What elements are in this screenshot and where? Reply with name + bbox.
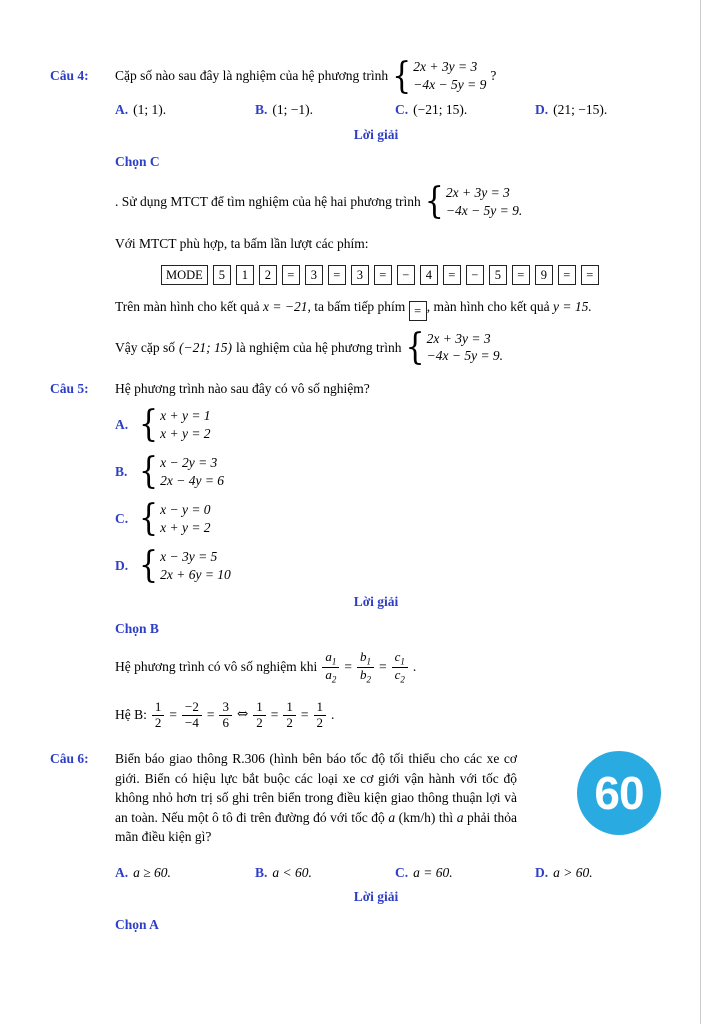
- calc-key: 9: [535, 265, 553, 285]
- math-result-x: x = −21,: [262, 299, 311, 315]
- frac-den: 2: [316, 714, 324, 730]
- equation-system: [392, 55, 487, 97]
- calc-key: =: [558, 265, 576, 285]
- question-4-text: [115, 54, 677, 98]
- equation-line: x + y = 2: [160, 425, 211, 441]
- calc-key: 2: [259, 265, 277, 285]
- question-6-body: [115, 749, 677, 943]
- solution-condition: [115, 647, 677, 687]
- option-letter: A.: [115, 417, 129, 433]
- question-6: [50, 749, 677, 943]
- calc-key: 4: [420, 265, 438, 285]
- calc-key: −: [397, 265, 415, 285]
- equals-sign: =: [378, 659, 387, 675]
- calc-key: MODE: [161, 265, 208, 285]
- question-4-prefix: Cặp số nào sau đây là nghiệm của hệ phương trình: [115, 68, 389, 84]
- math-result-y: y = 15.: [553, 299, 592, 315]
- speed-limit-value: 60: [594, 766, 644, 819]
- option-value: a ≥ 60.: [133, 864, 171, 880]
- equation-line: x − 3y = 5: [160, 549, 218, 565]
- equals-sign: =: [206, 707, 215, 723]
- equation-line: 2x + 6y = 10: [160, 566, 231, 582]
- fraction: [253, 700, 266, 731]
- brace-glyph: {: [139, 403, 159, 446]
- option-letter: A.: [115, 864, 129, 880]
- answer-choice: Chọn B: [115, 621, 159, 637]
- option-letter: C.: [395, 102, 409, 117]
- option-c: [395, 100, 535, 120]
- equation-line: x − y = 0: [160, 502, 211, 518]
- math-var-a: a: [456, 809, 464, 825]
- calc-key: =: [512, 265, 530, 285]
- brace-glyph: {: [139, 450, 159, 493]
- equation-system: [139, 497, 211, 540]
- equation-line: 2x + 3y = 3: [413, 59, 478, 75]
- option-value: (1; −1).: [272, 102, 313, 117]
- calc-key: =: [374, 265, 392, 285]
- calc-key: =: [409, 301, 427, 321]
- question-5-text: Hệ phương trình nào sau đây có vô số nghiệm?: [115, 381, 370, 397]
- brace-glyph: {: [139, 544, 159, 587]
- equation-line: x + y = 1: [160, 408, 211, 424]
- equation-system: [424, 180, 523, 223]
- question-6-text: [115, 749, 517, 847]
- option-c: [115, 498, 677, 540]
- equation-line: 2x + 3y = 3: [426, 330, 491, 346]
- equation-system: [139, 403, 211, 446]
- option-letter: C.: [395, 864, 409, 880]
- equation-line: 2x − 4y = 6: [160, 472, 225, 488]
- solution-text: . Sử dụng MTCT để tìm nghiệm của hệ hai phương trình: [115, 193, 421, 209]
- question-4: [50, 54, 677, 369]
- equals-sign: =: [300, 707, 309, 723]
- frac-den: 6: [222, 714, 229, 730]
- frac-den: 2: [286, 714, 293, 730]
- equation-line: x + y = 2: [160, 519, 211, 535]
- question-text: phải thỏa mãn điều kiện gì?: [115, 809, 517, 845]
- frac-den: 2: [256, 714, 263, 730]
- solution-line: [115, 234, 677, 254]
- equals-sign: =: [270, 707, 279, 723]
- question-5-label: Câu 5:: [50, 381, 89, 397]
- frac-num: 1: [152, 700, 165, 716]
- calc-key: =: [581, 265, 599, 285]
- frac-den: 2: [154, 714, 162, 730]
- solution-text: , màn hình cho kết quả: [426, 299, 550, 315]
- fraction: [182, 700, 202, 731]
- period: .: [331, 707, 335, 723]
- option-letter: B.: [255, 864, 268, 880]
- question-text: thì: [438, 809, 454, 825]
- calc-key: =: [328, 265, 346, 285]
- frac-num: 1: [283, 700, 296, 716]
- frac-den: −4: [185, 714, 199, 730]
- option-value: a < 60.: [272, 864, 312, 880]
- option-d: [535, 100, 607, 120]
- calculator-key-sequence: [161, 265, 677, 285]
- frac-num-sub: 1: [400, 656, 405, 667]
- calc-key: 3: [351, 265, 369, 285]
- option-b: [255, 863, 395, 883]
- fraction: [357, 650, 374, 685]
- solution-text: là nghiệm của hệ phương trình: [235, 339, 402, 355]
- question-6-label: Câu 6:: [50, 751, 89, 766]
- frac-den-sub: 2: [331, 674, 337, 685]
- option-letter: D.: [115, 558, 129, 574]
- question-5: [50, 379, 677, 735]
- option-letter: D.: [535, 102, 549, 117]
- speed-limit-sign: [577, 751, 661, 835]
- option-value: a = 60.: [413, 864, 453, 880]
- option-a: [115, 404, 677, 446]
- equation-line: −4x − 5y = 9.: [426, 348, 504, 364]
- solution-check: [115, 695, 677, 735]
- question-mark: ?: [490, 68, 497, 84]
- option-b: [115, 451, 677, 493]
- calc-key: =: [443, 265, 461, 285]
- solution-text: Trên màn hình cho kết quả: [115, 299, 260, 315]
- frac-den-sub: 2: [366, 674, 371, 685]
- option-a: [115, 100, 255, 120]
- solution-conclusion: [115, 325, 677, 369]
- solution-text: Hệ phương trình có vô số nghiệm khi: [115, 659, 318, 675]
- solution-text: ta bấm tiếp phím: [314, 299, 406, 315]
- equation-system: [139, 544, 231, 587]
- question-text: Biển báo giao thông R.306 (hình bên báo tốc độ tối thiểu cho các xe cơ giới. Biển có hiệu lực bắt buộc các loại xe cơ giới vận hành với tốc độ không nhỏ hơn trị số ghi trên biển trong điều kiện giao thông thuận lợi và an toàn. Nếu một ô tô đi trên đường đó với tốc độ: [115, 751, 517, 825]
- period: .: [412, 659, 417, 675]
- frac-num-sub: 1: [331, 656, 337, 667]
- frac-den: b: [359, 666, 367, 682]
- calc-key: =: [282, 265, 300, 285]
- equals-sign: =: [344, 659, 352, 675]
- solution-text: Vậy cặp số: [115, 339, 175, 355]
- fraction: [219, 700, 232, 731]
- frac-num: 1: [253, 700, 266, 716]
- solution-heading: Lời giải: [353, 593, 399, 609]
- unit-text: (km/h): [398, 809, 436, 825]
- option-d: [535, 863, 593, 883]
- frac-num: c: [394, 648, 401, 664]
- solution-heading: Lời giải: [353, 126, 399, 142]
- calc-key: 1: [236, 265, 254, 285]
- frac-num: 3: [219, 700, 232, 716]
- solution-line: [115, 297, 677, 321]
- equation-system: [139, 450, 225, 493]
- equation-line: −4x − 5y = 9: [413, 77, 487, 92]
- equation-line: −4x − 5y = 9.: [445, 202, 523, 218]
- question-4-options: [115, 100, 677, 120]
- option-letter: D.: [535, 864, 549, 880]
- brace-glyph: {: [139, 497, 159, 540]
- option-value: (21; −15).: [553, 102, 608, 117]
- equation-system: [405, 326, 504, 369]
- frac-den-sub: 2: [400, 674, 405, 685]
- question-6-row: [115, 749, 677, 847]
- solution-line: [115, 180, 677, 224]
- frac-num: a: [325, 648, 332, 664]
- frac-num: 1: [314, 700, 327, 716]
- option-a: [115, 863, 255, 883]
- question-6-options: [115, 863, 677, 883]
- brace-glyph: {: [424, 180, 444, 223]
- math-var-a: a: [388, 809, 396, 825]
- solution-text: Hệ B:: [115, 707, 147, 723]
- fraction: [322, 650, 339, 685]
- frac-den: c: [394, 666, 401, 682]
- calc-key: −: [466, 265, 484, 285]
- fraction: [283, 700, 296, 731]
- option-c: [395, 863, 535, 883]
- calc-key: 5: [213, 265, 231, 285]
- frac-num: −2: [182, 700, 202, 716]
- solution-text: Với MTCT phù hợp, ta bấm lần lượt các phím:: [115, 235, 369, 251]
- brace-glyph: {: [405, 326, 425, 369]
- brace-glyph: {: [392, 55, 412, 97]
- equation-line: 2x + 3y = 3: [445, 185, 510, 201]
- option-value: (1; 1).: [133, 102, 167, 117]
- question-5-body: [115, 379, 677, 735]
- fraction: [392, 650, 408, 685]
- frac-den: a: [325, 666, 332, 682]
- frac-num-sub: 1: [366, 656, 371, 667]
- iff-symbol: ⇔: [236, 706, 249, 723]
- option-letter: C.: [115, 511, 129, 527]
- answer-choice: Chọn A: [115, 916, 159, 932]
- calc-key: 5: [489, 265, 507, 285]
- calc-key: 3: [305, 265, 323, 285]
- equals-sign: =: [169, 707, 177, 723]
- question-4-label: Câu 4:: [50, 68, 89, 83]
- option-letter: B.: [255, 102, 268, 117]
- solution-heading: Lời giải: [353, 889, 399, 905]
- solution-pair: (−21; 15): [178, 339, 232, 355]
- option-b: [255, 100, 395, 120]
- equation-line: x − 2y = 3: [160, 455, 218, 471]
- fraction: [152, 700, 165, 731]
- question-4-body: [115, 54, 677, 369]
- option-letter: A.: [115, 102, 129, 117]
- page-edge-line: [700, 0, 701, 1024]
- option-value: a > 60.: [553, 864, 593, 880]
- option-d: [115, 545, 677, 587]
- answer-choice: Chọn C: [115, 154, 160, 170]
- option-letter: B.: [115, 464, 128, 480]
- fraction: [314, 700, 327, 731]
- option-value: (−21; 15).: [413, 102, 468, 117]
- frac-num: b: [359, 648, 367, 664]
